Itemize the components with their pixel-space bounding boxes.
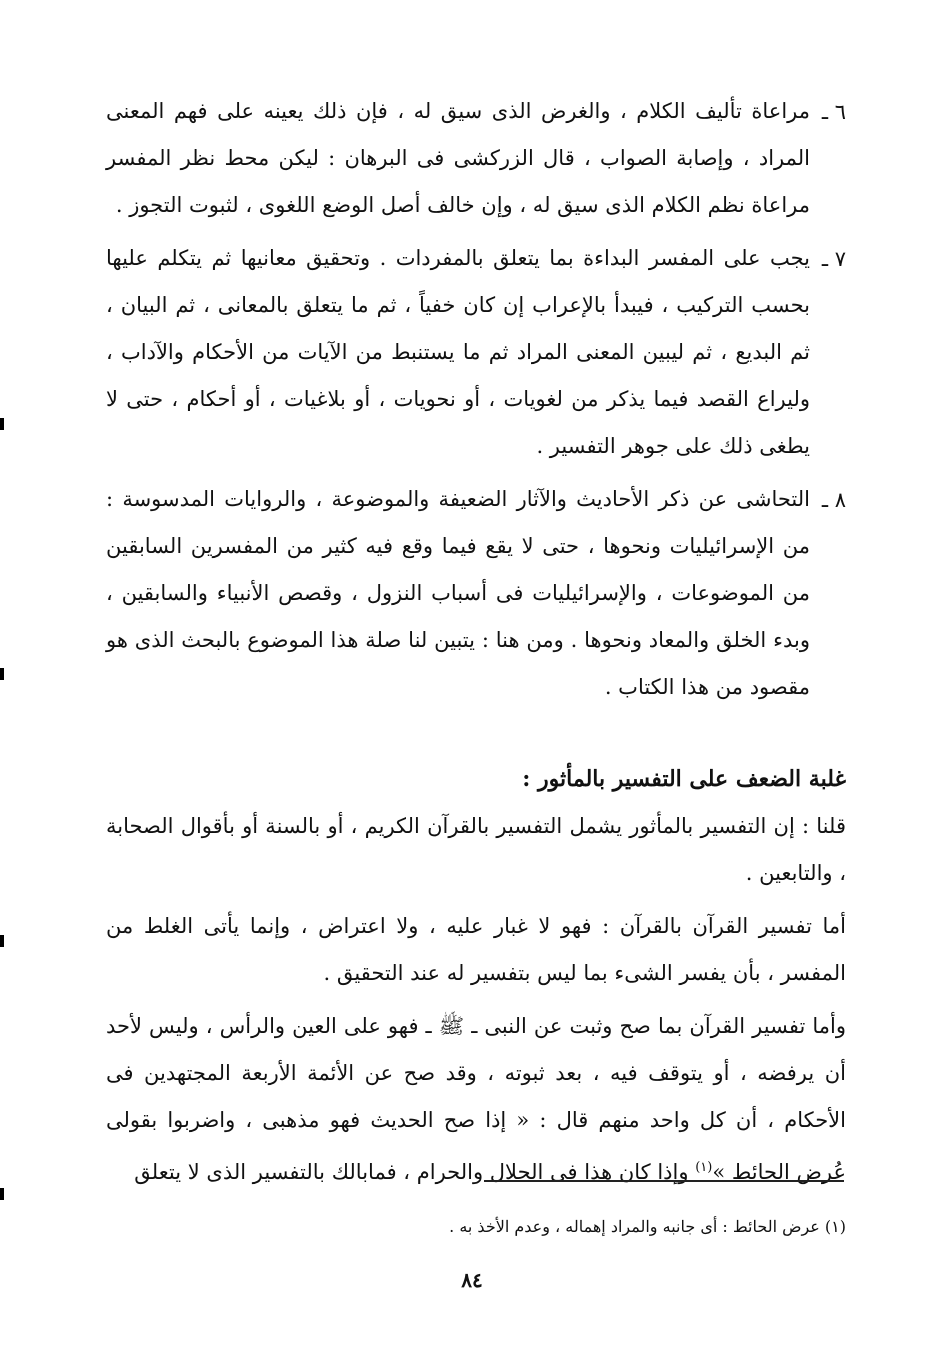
paragraph: أما تفسير القرآن بالقرآن : فهو لا غبار عليه ، ولا اعتراض ، وإنما يأتى الغلط من المفسر ، بأن يفسر الشىء بما ليس بتفسير له عند التحقيق . <box>106 914 846 985</box>
item-number: ٦ ـ <box>821 100 846 124</box>
margin-mark <box>0 935 4 947</box>
item-text: يجب على المفسر البداءة بما يتعلق بالمفردات . وتحقيق معانيها ثم يتكلم عليها بحسب التركيب ، فيبدأ بالإعراب إن كان خفياً ، ثم ما يتعلق بالمعانى ، ثم البيان ، ثم البديع ، ثم ليبين المعنى المراد ثم ما يستنبط من الآيات من الأحكام والآداب ، وليراع القصد فيما يذكر من لغويات ، أو نحويات ، أو بلاغيات ، أو أحكام ، حتى لا يطغى ذلك على جوهر التفسير . <box>106 246 810 458</box>
list-item <box>106 235 846 470</box>
footnote-reference[interactable]: (١) <box>695 1160 713 1175</box>
margin-mark <box>0 1188 4 1200</box>
footnote-divider <box>484 1180 844 1182</box>
section-heading: غلبة الضعف على التفسير بالمأثور : <box>522 766 846 792</box>
paragraph: قلنا : إن التفسير بالمأثور يشمل التفسير بالقرآن الكريم ، أو بالسنة أو بأقوال الصحابة ، والتابعين . <box>106 814 846 885</box>
paragraph <box>106 1003 846 1196</box>
page-body <box>106 88 846 1202</box>
item-number: ٨ ـ <box>821 488 846 512</box>
margin-mark <box>0 418 4 430</box>
list-item <box>106 88 846 229</box>
item-text: التحاشى عن ذكر الأحاديث والآثار الضعيفة والموضوعة ، والروايات المدسوسة : من الإسرائيليات ونحوها ، حتى لا يقع فيما وقع فيه كثير من المفسرين السابقين من الموضوعات ، والإسرائيليات فى أسباب النزول ، وقصص الأنبياء والسابقين ، وبدء الخلق والمعاد ونحوها . ومن هنا : يتبين لنا صلة هذا الموضوع بالبحث الذى هو مقصود من هذا الكتاب . <box>106 487 810 699</box>
paragraph-text: وأما تفسير القرآن بما صح وثبت عن النبى ـ ﷺ ـ فهو على العين والرأس ، وليس لأحد أن يرفضه ، أو يتوقف فيه ، بعد ثبوته ، وقد صح عن الأئمة الأربعة المجتهدين فى الأحكام ، أن كل واحد منهم قال : « إذا صح الحديث فهو مذهبى ، واضربوا بقولى عُرض الحائط » <box>106 1014 846 1184</box>
list-item <box>106 476 846 711</box>
item-number: ٧ ـ <box>821 247 846 271</box>
paragraph-tail: وإذا كان هذا فى الحلال والحرام ، فمابالك بالتفسير الذى لا يتعلق <box>134 1160 696 1184</box>
margin-mark <box>0 668 4 680</box>
item-text: مراعاة تأليف الكلام ، والغرض الذى سيق له ، فإن ذلك يعينه على فهم المعنى المراد ، وإصابة الصواب ، قال الزركشى فى البرهان : ليكن محط نظر المفسر مراعاة نظم الكلام الذى سيق له ، وإن خالف أصل الوضع اللغوى ، لثبوت التجوز . <box>106 99 810 217</box>
footnote: (١) عرض الحائط : أى جانبه والمراد إهماله ، وعدم الأخذ به . <box>449 1217 846 1236</box>
page-number: ٨٤ <box>461 1268 483 1292</box>
